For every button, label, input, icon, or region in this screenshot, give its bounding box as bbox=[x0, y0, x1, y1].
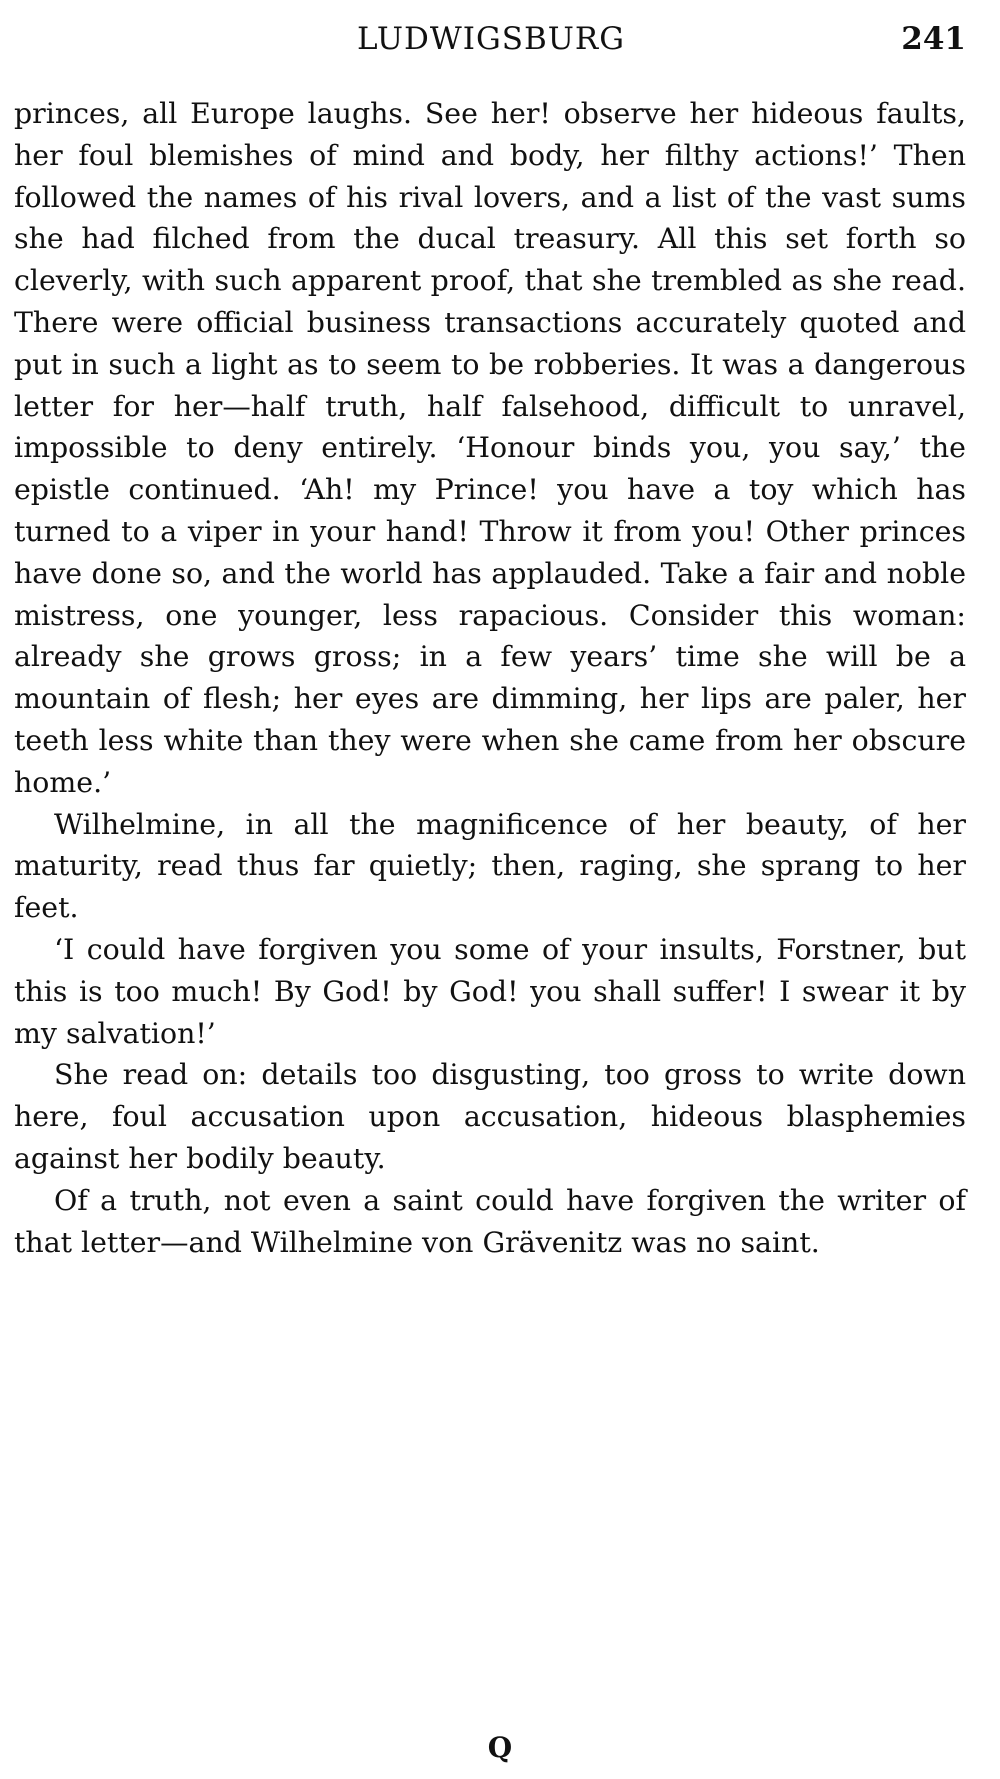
paragraph: Of a truth, not even a saint could have forgiven the writer of that letter—and Wilhelmine von Grävenitz was no saint. bbox=[14, 1183, 966, 1259]
running-title: LUDWIGSBURG bbox=[357, 21, 625, 57]
signature-mark: Q bbox=[487, 1731, 513, 1764]
paragraph: She read on: details too disgusting, too gross to write down here, foul accusation upon accusation, hideous blasphemies against her bodily beauty. bbox=[14, 1058, 966, 1175]
page-number: 241 bbox=[901, 21, 966, 57]
body-text bbox=[14, 93, 966, 1263]
paragraph-continued: princes, all Europe laughs. See her! observe her hideous faults, her foul blemishes of mind and body, her filthy actions!’ Then followed the names of his rival lovers, and a list of the vast sums she had filched from the ducal treasury. All this set forth so cleverly, with such apparent proof, that she trembled as she read. There were official business transactions accurately quoted and put in such a light as to seem to be robberies. It was a dangerous letter for her—half truth, half falsehood, difficult to unravel, impossible to deny entirely. ‘Honour binds you, you say,’ the epistle continued. ‘Ah! my Prince! you have a toy which has turned to a viper in your hand! Throw it from you! Other princes have done so, and the world has applauded. Take a fair and noble mistress, one younger, less rapacious. Consider this woman: already she grows gross; in a few years’ time she will be a mountain of flesh; her eyes are dimming, her lips are paler, her teeth less white than they were when she came from her obscure home.’ bbox=[14, 97, 966, 799]
paragraph: Wilhelmine, in all the magnificence of her beauty, of her maturity, read thus far quietly; then, raging, she sprang to her feet. bbox=[14, 807, 966, 925]
running-head bbox=[16, 14, 966, 64]
paragraph: ‘I could have forgiven you some of your insults, Forstner, but this is too much! By God! by God! you shall suffer! I swear it by my salvation!’ bbox=[14, 932, 966, 1050]
